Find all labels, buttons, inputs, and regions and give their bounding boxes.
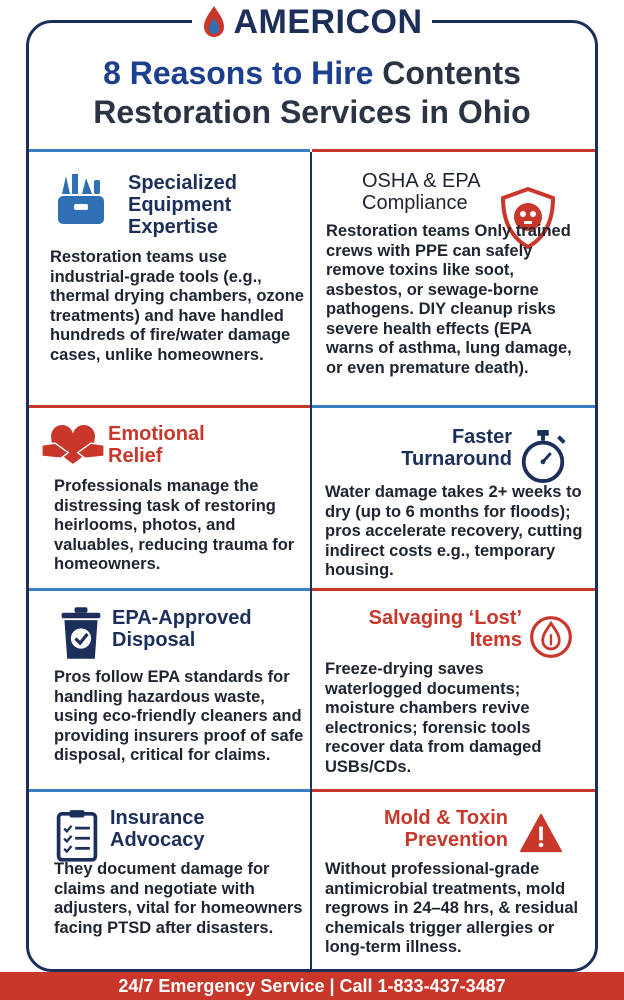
stopwatch-icon: [516, 428, 570, 486]
reason-text: Restoration teams Only trained crews with PPE can safely remove toxins like soot, asbestos, or sewage-borne pathogens. DIY cleanup risks severe health effects (EPA warns of asthma, lung damage, or even premature death).: [326, 222, 572, 377]
reason-heading: EPA-Approved Disposal: [112, 607, 252, 651]
brand-header: [192, 2, 432, 42]
reason-heading: Faster Turnaround: [401, 426, 512, 470]
flame-drop-logo-icon: [201, 4, 227, 40]
reason-heading: Insurance Advocacy: [110, 807, 205, 851]
toolbox-icon: [52, 170, 112, 230]
reason-text: Professionals manage the distressing task of restoring heirlooms, photos, and valuables, reducing trauma for homeowners.: [54, 477, 295, 573]
trash-check-icon: [58, 605, 104, 661]
footer-text: 24/7 Emergency Service | Call 1-833-437-3487: [118, 975, 506, 996]
reason-heading: Specialized Equipment Expertise: [128, 172, 237, 238]
divider-row2-left: [29, 405, 310, 408]
flame-circle-icon: [528, 614, 574, 660]
reason-text: They document damage for claims and negotiate with adjusters, vital for homeowners facing PTSD after disasters.: [54, 860, 303, 937]
title-highlight: 8 Reasons to Hire: [103, 55, 374, 91]
divider-row1-right: [312, 149, 595, 152]
divider-row3-left: [29, 588, 310, 591]
divider-row4-left: [29, 789, 310, 792]
reason-text: Restoration teams use industrial-grade tools (e.g., thermal drying chambers, ozone treatments) and have handled hundreds of fire/water damage cases, unlike homeowners.: [50, 248, 304, 364]
clipboard-checklist-icon: [54, 808, 100, 862]
divider-row1-left: [29, 149, 310, 152]
title-line2: Restoration Services in Ohio: [93, 94, 531, 130]
footer-banner: [0, 972, 624, 1000]
brand-name: AMERICON: [233, 2, 423, 41]
reason-text: Pros follow EPA standards for handling hazardous waste, using eco-friendly cleaners and providing insurers proof of safe disposal, critical for claims.: [54, 668, 304, 764]
reason-heading: Emotional Relief: [108, 423, 205, 467]
divider-row4-right: [312, 789, 595, 792]
reason-heading: Salvaging ‘Lost’ Items: [368, 607, 522, 651]
reason-text: Without professional-grade antimicrobial treatments, mold regrows in 24–48 hrs, & residual chemicals trigger allergies or long-term illness.: [325, 860, 579, 956]
page-title: [0, 54, 624, 132]
divider-row2-right: [312, 405, 595, 408]
divider-row3-right: [312, 588, 595, 591]
warning-triangle-icon: [518, 812, 564, 854]
title-rest: Contents: [373, 55, 521, 91]
reason-heading: Mold & Toxin Prevention: [383, 807, 508, 851]
reason-heading: OSHA & EPA Compliance: [362, 170, 480, 214]
reason-text: Freeze-drying saves waterlogged documents; moisture chambers revive electronics; forensic tools recover data from damaged USBs/CDs.: [325, 660, 542, 776]
center-divider: [310, 152, 312, 970]
reason-text: Water damage takes 2+ weeks to dry (up to 6 months for floods); pros accelerate recovery, cutting indirect costs e.g., temporary housing.: [325, 483, 583, 579]
heart-hands-icon: [40, 422, 106, 470]
